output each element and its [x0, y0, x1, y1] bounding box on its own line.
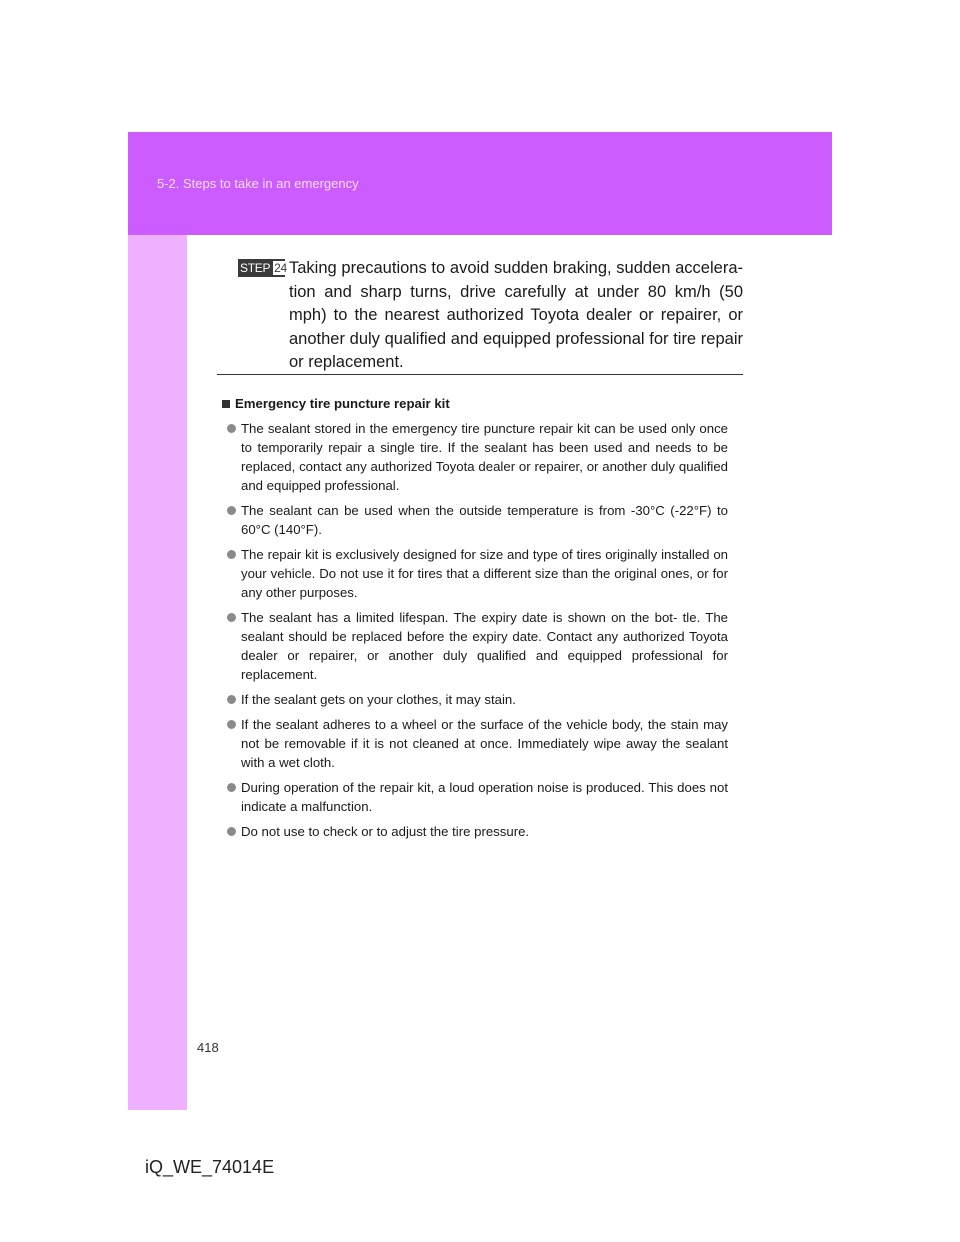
list-item-text: During operation of the repair kit, a loud operation noise is produced. This does not indicate a malfunction. — [241, 780, 728, 814]
list-item — [222, 419, 728, 495]
list-item-text: If the sealant gets on your clothes, it may stain. — [241, 692, 516, 707]
section-title: 5-2. Steps to take in an emergency — [157, 176, 359, 191]
notes-heading — [222, 394, 728, 413]
notes-section — [222, 394, 728, 847]
bullet-icon — [227, 827, 236, 836]
list-item-text: The sealant can be used when the outside temperature is from -30°C (-22°F) to 60°C (140°F). — [241, 503, 728, 537]
bullet-icon — [227, 783, 236, 792]
bullet-icon — [227, 613, 236, 622]
list-item — [222, 822, 728, 841]
bullet-icon — [227, 695, 236, 704]
list-item-text: The sealant stored in the emergency tire puncture repair kit can be used only once to temporarily repair a single tire. If the sealant has been used and needs to be replaced, contact any authorized Toyota dealer or repairer, or another duly qualified and equipped professional. — [241, 421, 728, 493]
step-text: Taking precautions to avoid sudden braking, sudden accelera- tion and sharp turns, drive carefully at under 80 km/h (50 mph) to the nearest authorized Toyota dealer or repairer, or another duly qualified and equipped professional for tire repair or replacement. — [289, 259, 743, 371]
notes-heading-text: Emergency tire puncture repair kit — [235, 396, 450, 411]
bullet-icon — [227, 424, 236, 433]
bullet-icon — [227, 550, 236, 559]
list-item-text: The repair kit is exclusively designed for size and type of tires originally installed on your vehicle. Do not use it for tires that a different size than the original ones, or for any other purposes. — [241, 547, 728, 600]
list-item — [222, 608, 728, 684]
step-badge-number: 24 — [274, 261, 287, 275]
step-24 — [238, 257, 743, 375]
list-item-text: If the sealant adheres to a wheel or the surface of the vehicle body, the stain may not be removable if it is not cleaned at once. Immediately wipe away the sealant with a wet cloth. — [241, 717, 728, 770]
list-item-text: The sealant has a limited lifespan. The expiry date is shown on the bot- tle. The sealant should be replaced before the expiry date. Contact any authorized Toyota dealer or repairer, or another duly qualified and equipped professional for replacement. — [241, 610, 728, 682]
page-number: 418 — [197, 1040, 219, 1055]
bullet-icon — [227, 506, 236, 515]
document-code: iQ_WE_74014E — [145, 1157, 275, 1177]
list-item — [222, 778, 728, 816]
list-item — [222, 690, 728, 709]
square-bullet-icon — [222, 400, 230, 408]
section-divider — [217, 374, 743, 375]
side-strip — [128, 235, 187, 1110]
list-item — [222, 545, 728, 602]
list-item — [222, 715, 728, 772]
list-item — [222, 501, 728, 539]
step-badge-label: STEP — [240, 261, 271, 275]
bullet-icon — [227, 720, 236, 729]
step-badge — [238, 259, 285, 277]
list-item-text: Do not use to check or to adjust the tire pressure. — [241, 824, 530, 839]
